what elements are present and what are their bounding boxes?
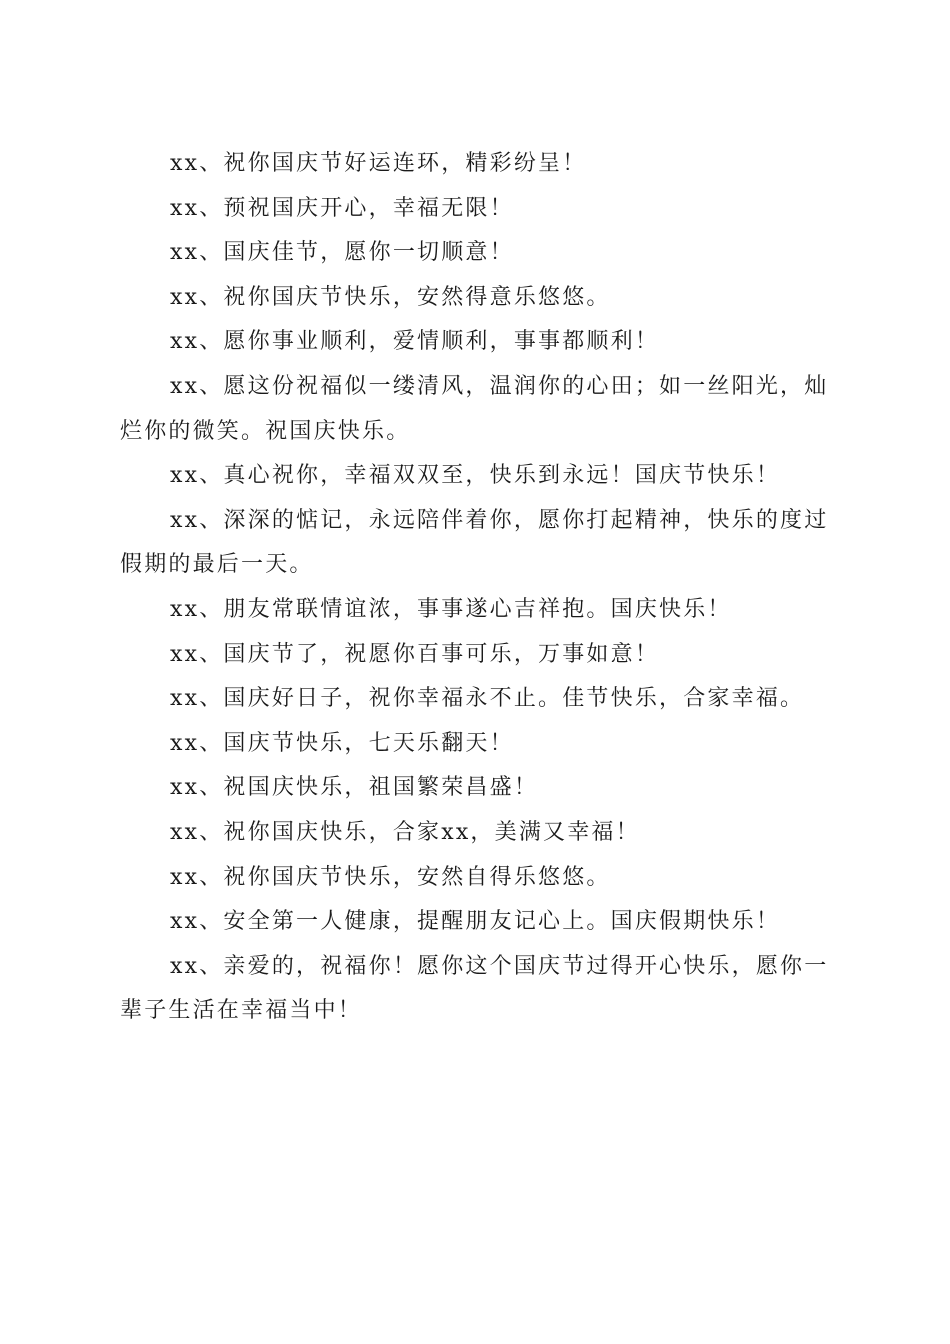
- greeting-paragraph: xx、国庆节了，祝愿你百事可乐，万事如意！: [170, 641, 660, 667]
- greeting-paragraph: xx、国庆节快乐，七天乐翻天！: [170, 730, 514, 756]
- greeting-paragraph: xx、祝你国庆节快乐，安然得意乐悠悠。: [170, 284, 611, 310]
- greeting-paragraph: xx、愿这份祝福似一缕清风，温润你的心田；如一丝阳光，灿烂你的微笑。祝国庆快乐。: [120, 373, 829, 444]
- greeting-paragraph: xx、预祝国庆开心，幸福无限！: [170, 195, 514, 221]
- document-body: [120, 142, 840, 1034]
- greeting-paragraph: xx、亲爱的，祝福你！愿你这个国庆节过得开心快乐，愿你一辈子生活在幸福当中！: [120, 953, 829, 1024]
- greeting-paragraph: xx、祝国庆快乐，祖国繁荣昌盛！: [170, 775, 539, 801]
- greeting-paragraph: xx、朋友常联情谊浓，事事遂心吉祥抱。国庆快乐！: [170, 596, 732, 622]
- greeting-paragraph: xx、祝你国庆节好运连环，精彩纷呈！: [170, 151, 587, 176]
- greeting-paragraph: xx、祝你国庆快乐，合家xx，美满又幸福！: [170, 819, 640, 845]
- greeting-paragraph: xx、祝你国庆节快乐，安然自得乐悠悠。: [170, 864, 611, 890]
- greeting-paragraph: xx、深深的惦记，永远陪伴着你，愿你打起精神，快乐的度过假期的最后一天。: [120, 507, 829, 578]
- greeting-paragraph: xx、国庆佳节，愿你一切顺意！: [170, 240, 514, 266]
- greeting-paragraph: xx、真心祝你，幸福双双至，快乐到永远！国庆节快乐！: [170, 463, 781, 489]
- greeting-paragraph: xx、愿你事业顺利，爱情顺利，事事都顺利！: [170, 329, 660, 355]
- greeting-paragraph: xx、安全第一人健康，提醒朋友记心上。国庆假期快乐！: [170, 909, 781, 935]
- greeting-paragraph: xx、国庆好日子，祝你幸福永不止。佳节快乐，合家幸福。: [170, 686, 805, 712]
